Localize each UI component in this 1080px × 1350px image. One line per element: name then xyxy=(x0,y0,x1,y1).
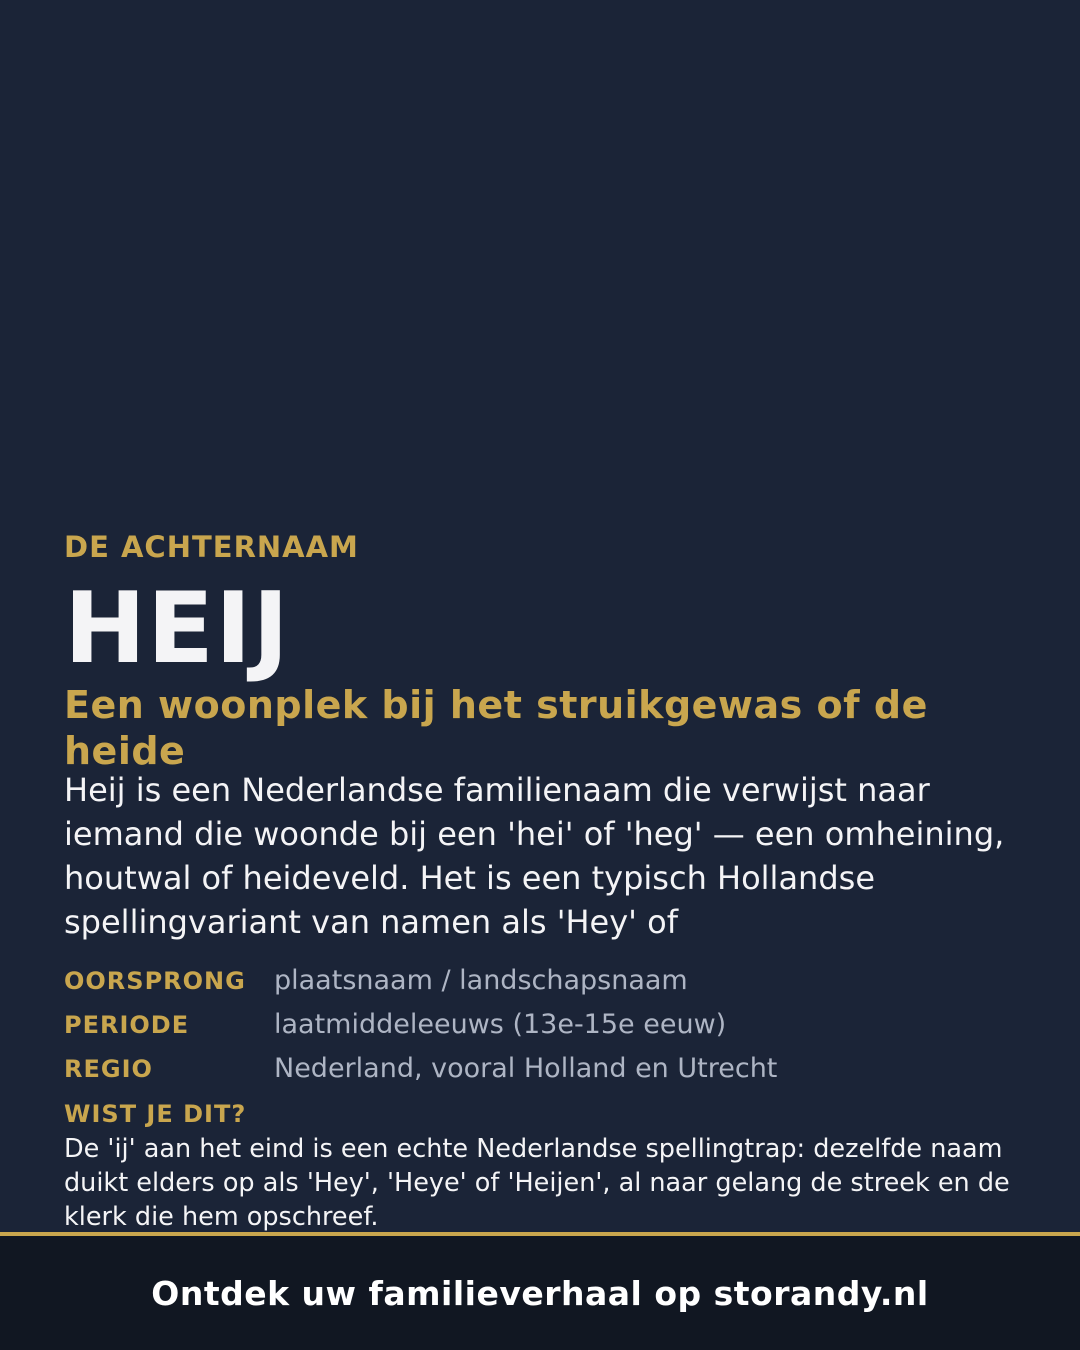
fact-label-origin: OORSPRONG xyxy=(64,967,246,995)
fact-label-period: PERIODE xyxy=(64,1011,190,1039)
fact-label-region: REGIO xyxy=(64,1055,153,1083)
fact-value-period: laatmiddeleeuws (13e-15e eeuw) xyxy=(274,1009,727,1040)
fact-value-origin: plaatsnaam / landschapsnaam xyxy=(274,965,688,996)
facts-list xyxy=(64,959,1016,1091)
fact-row-origin xyxy=(64,959,1016,1003)
footer-cta-link[interactable]: Ontdek uw familieverhaal op storandy.nl xyxy=(151,1273,929,1313)
footer-banner[interactable] xyxy=(0,1236,1080,1350)
kicker-label: DE ACHTERNAAM xyxy=(64,530,359,564)
fact-row-period xyxy=(64,1003,1016,1047)
surname-card xyxy=(64,0,1016,1234)
fact-value-region: Nederland, vooral Holland en Utrecht xyxy=(274,1053,778,1084)
fact-row-region xyxy=(64,1047,1016,1091)
surname-title: HEIJ xyxy=(64,572,290,686)
surname-meaning-subtitle: Een woonplek bij het struikgewas of de heide xyxy=(64,683,928,773)
trivia-text: De 'ij' aan het eind is een echte Nederlandse spellingtrap: dezelfde naam duikt elders op als 'Hey', 'Heye' of 'Heijen', al naar gelang de streek en de klerk die hem opschreef. xyxy=(64,1134,1010,1232)
trivia-heading: WIST JE DIT? xyxy=(64,1100,247,1128)
surname-description: Heij is een Nederlandse familienaam die verwijst naar iemand die woonde bij een 'hei' of 'heg' — een omheining, houtwal of heideveld. Het is een typisch Hollandse spellingvariant van namen als 'Hey' of xyxy=(64,771,1005,941)
